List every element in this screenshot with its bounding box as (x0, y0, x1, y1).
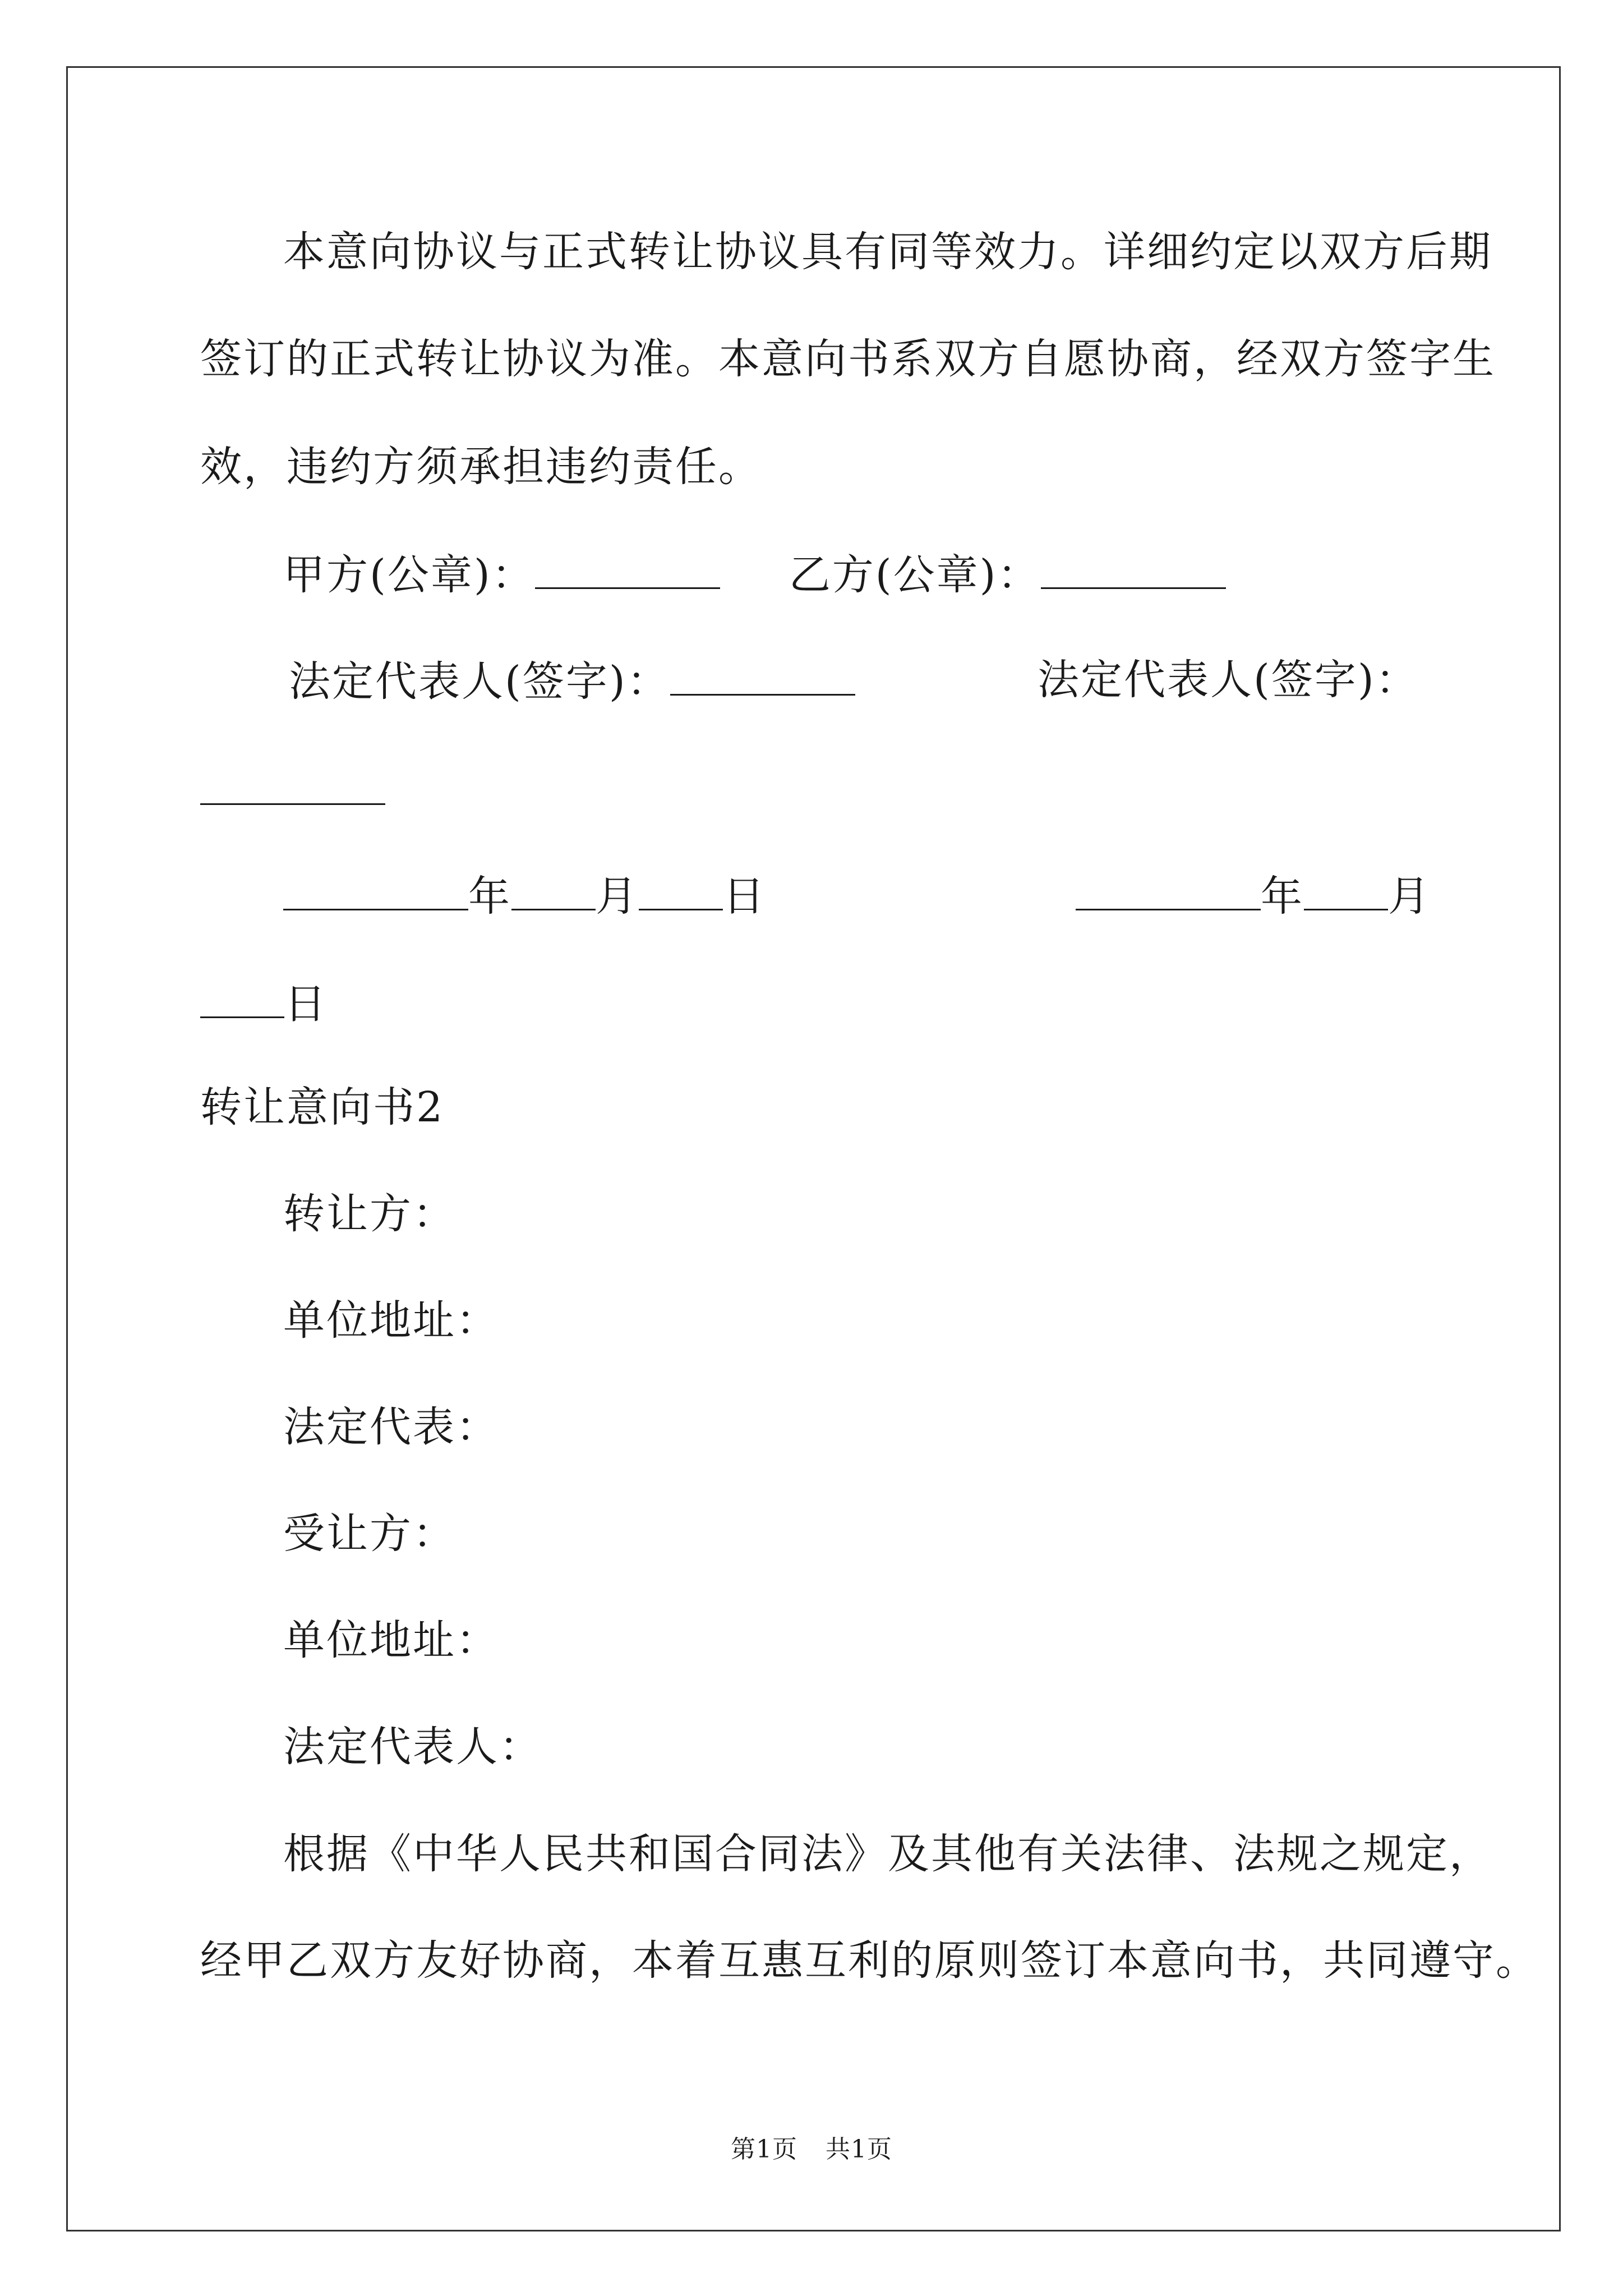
date-a-year-label: 年 (468, 872, 511, 921)
date-a-line (283, 872, 766, 921)
date-b-day-line (200, 980, 328, 1028)
date-b-year-label: 年 (1261, 872, 1304, 921)
rep-a-label: 法定代表人(签字)： (289, 657, 670, 706)
date-b-month-blank (1304, 874, 1388, 910)
date-b-month-label: 月 (1388, 872, 1431, 921)
date-a-month-label: 月 (596, 872, 639, 921)
rep-a-blank (670, 659, 855, 696)
date-b-line (1076, 872, 1431, 921)
transferor-address-label: 单位地址： (283, 1296, 499, 1345)
party-a-seal-blank (535, 553, 720, 589)
date-b-year-blank (1076, 874, 1261, 910)
page-total: 共1页 (826, 2135, 892, 2164)
transferee-rep-label: 法定代表人： (283, 1723, 542, 1771)
rep-b-blank (200, 769, 385, 805)
party-a-seal-label: 甲方(公章)： (283, 551, 535, 599)
date-a-year-blank (283, 874, 468, 910)
paragraph-1-line-1: 本意向协议与正式转让协议具有同等效力。详细约定以双方后期 (283, 228, 1492, 276)
party-b-seal-blank (1041, 553, 1226, 589)
rep-b-label: 法定代表人(签字)： (1038, 656, 1419, 704)
page-border (66, 66, 1561, 2231)
party-b-seal-label: 乙方(公章)： (789, 551, 1041, 599)
transferee-address-label: 单位地址： (283, 1616, 499, 1664)
transferor-label: 转让方： (283, 1190, 456, 1238)
transferor-rep-label: 法定代表： (283, 1403, 499, 1451)
rep-a-line (289, 657, 855, 706)
date-a-day-blank (639, 874, 723, 910)
paragraph-1-line-2: 签订的正式转让协议为准。本意向书系双方自愿协商，经双方签字生 (200, 335, 1496, 383)
paragraph-1-line-3: 效，违约方须承担违约责任。 (200, 443, 762, 491)
basis-line-2: 经甲乙双方友好协商，本着互惠互利的原则签订本意向书，共同遵守。 (200, 1936, 1539, 1985)
transferee-label: 受让方： (283, 1510, 456, 1558)
date-b-day-blank (200, 982, 284, 1018)
date-b-day-label: 日 (284, 980, 328, 1028)
rep-b-line (200, 769, 385, 812)
date-a-month-blank (511, 874, 596, 910)
basis-line-1: 根据《中华人民共和国合同法》及其他有关法律、法规之规定， (283, 1830, 1492, 1878)
date-a-day-label: 日 (723, 872, 766, 921)
section-2-title: 转让意向书2 (200, 1083, 445, 1131)
page-current: 第1页 (731, 2135, 797, 2164)
page-footer (0, 2129, 1623, 2165)
seal-line (283, 551, 1226, 599)
